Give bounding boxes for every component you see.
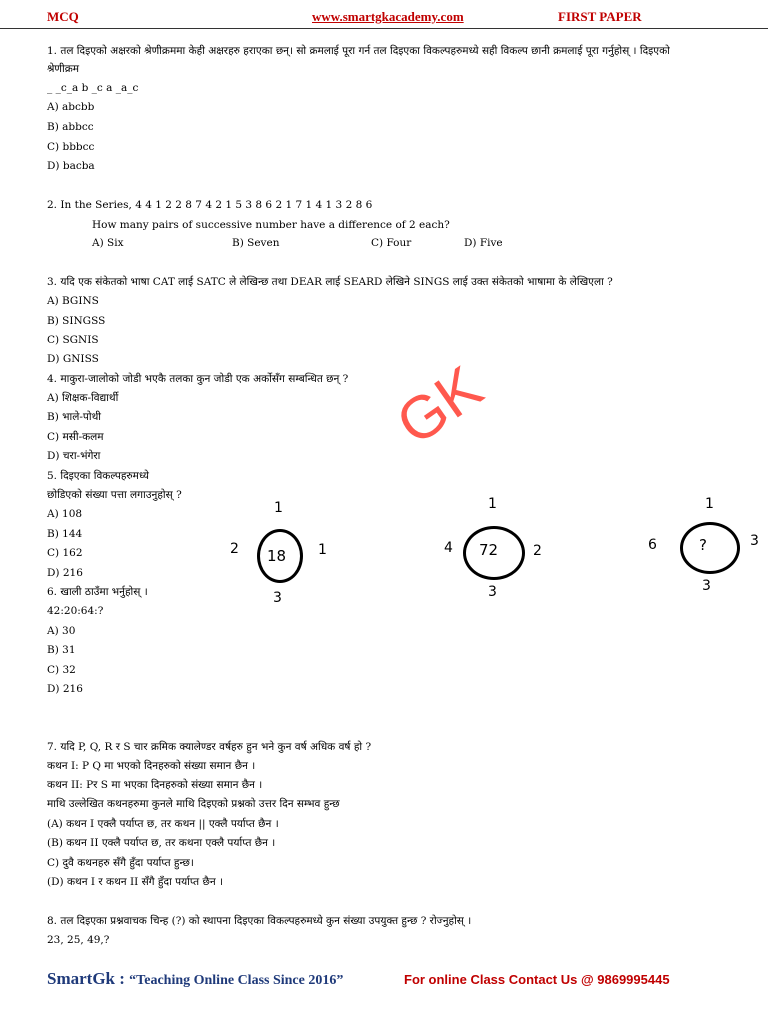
figure-2-right: 2 <box>533 543 542 559</box>
question-4-option-d: D) चरा-भंगेरा <box>47 450 101 462</box>
question-4-option-c: C) मसी-कलम <box>47 431 104 443</box>
figure-3-circle <box>680 522 740 574</box>
question-7-option-a: (A) कथन I एक्लै पर्याप्त छ, तर कथन || एक्लै पर्याप्त छैन । <box>47 818 279 830</box>
question-1-text: 1. तल दिइएको अक्षरको श्रेणीक्रममा केही अक्षरहरु हराएका छन्। सो क्रमलाई पूरा गर्न तल दिइएका विकल्पहरुमध्ये सही विकल्प छानी क्रमलाई पूरा गर्नुहोस् । दिइएको <box>47 45 670 57</box>
footer-contact: For online Class Contact Us @ 9869995445 <box>404 972 670 987</box>
header-label-paper: FIRST PAPER <box>558 9 642 24</box>
question-2-option-d: D) Five <box>464 237 503 249</box>
footer-brand <box>47 969 343 989</box>
question-1-option-b: B) abbcc <box>47 121 94 133</box>
figure-3-left: 6 <box>648 537 657 553</box>
footer-tagline: “Teaching Online Class Since 2016” <box>129 973 344 988</box>
figure-3-top: 1 <box>705 496 714 512</box>
header-label-mcq: MCQ <box>47 9 79 24</box>
header-website-link[interactable]: www.smartgkacademy.com <box>312 9 464 24</box>
figure-1-left: 2 <box>230 541 239 557</box>
question-5-option-a: A) 108 <box>47 508 83 520</box>
question-4-option-b: B) भाले-पोथी <box>47 411 102 423</box>
question-5-text-cont: छोडिएको संख्या पत्ता लगाउनुहोस् ? <box>47 489 182 501</box>
question-7-text: 7. यदि P, Q, R र S चार क्रमिक क्यालेण्डर वर्षहरु हुन भने कुन वर्ष अधिक वर्ष हो ? <box>47 741 372 753</box>
question-7-option-b: (B) कथन II एक्लै पर्याप्त छ, तर कथना एक्लै पर्याप्त छैन । <box>47 837 276 849</box>
figure-2-bottom: 3 <box>488 584 497 600</box>
question-2-option-b: B) Seven <box>232 237 280 249</box>
question-1-option-c: C) bbbcc <box>47 141 95 153</box>
question-5-option-c: C) 162 <box>47 547 83 559</box>
header-divider <box>0 28 768 29</box>
question-3-option-a: A) BGINS <box>47 295 99 307</box>
question-5-text: 5. दिइएका विकल्पहरुमध्ये <box>47 470 149 482</box>
figure-2-center: 72 <box>479 541 499 559</box>
question-7-option-c: C) दुवै कथनहरु सँगै हुँदा पर्याप्त हुन्छ। <box>47 857 194 869</box>
watermark-logo: GK <box>384 353 495 458</box>
question-3-option-c: C) SGNIS <box>47 334 99 346</box>
footer-brand-name: SmartGk : <box>47 969 130 988</box>
question-6-option-c: C) 32 <box>47 664 76 676</box>
question-4-option-a: A) शिक्षक-विद्यार्थी <box>47 392 119 404</box>
figure-1-right: 1 <box>318 542 327 558</box>
question-6-series: 42:20:64:? <box>47 605 104 617</box>
question-2-text: 2. In the Series, 4 4 1 2 2 8 7 4 2 1 5 3 8 6 2 1 7 1 4 1 3 2 8 6 <box>47 199 373 211</box>
question-4-text: 4. माकुरा-जालोको जोडी भएकै तलका कुन जोडी एक अर्कोसँग सम्बन्धित छन् ? <box>47 373 349 385</box>
question-7-option-d: (D) कथन I र कथन II सँगै हुँदा पर्याप्त छैन । <box>47 876 223 888</box>
question-7-statement-1: कथन I: P Q मा भएको दिनहरुको संख्या समान छैन । <box>47 760 256 772</box>
figure-1-top: 1 <box>274 500 283 516</box>
figure-3-bottom: 3 <box>702 578 711 594</box>
figure-2-left: 4 <box>444 540 453 556</box>
question-8-text: 8. तल दिइएका प्रश्नवाचक चिन्ह (?) को स्थापना दिइएका विकल्पहरुमध्ये कुन संख्या उपयुक्त हुन्छ ? रोज्नुहोस् । <box>47 915 472 927</box>
question-8-series: 23, 25, 49,? <box>47 934 110 946</box>
question-6-text: 6. खाली ठाउँमा भर्नुहोस् । <box>47 586 148 598</box>
figure-3-right: 3 <box>750 533 759 549</box>
question-3-text: 3. यदि एक संकेतको भाषा CAT लाई SATC ले लेखिन्छ तथा DEAR लाई SEARD लेखिने SINGS लाई उक्त संकेतको भाषामा के लेखिएला ? <box>47 276 613 288</box>
question-1-option-d: D) bacba <box>47 160 95 172</box>
question-1-text-cont: श्रेणीक्रम <box>47 63 80 75</box>
question-6-option-d: D) 216 <box>47 683 83 695</box>
question-5-option-d: D) 216 <box>47 567 83 579</box>
question-3-option-d: D) GNISS <box>47 353 99 365</box>
question-1-option-a: A) abcbb <box>47 101 95 113</box>
question-3-option-b: B) SINGSS <box>47 315 106 327</box>
question-2-option-c: C) Four <box>371 237 412 249</box>
figure-1-bottom: 3 <box>273 590 282 606</box>
question-6-option-b: B) 31 <box>47 644 76 656</box>
question-7-statement-3: माथि उल्लेखित कथनहरुमा कुनले माथि दिइएको प्रश्नको उत्तर दिन सम्भव हुन्छ <box>47 798 340 810</box>
question-2-subtext: How many pairs of successive number have a difference of 2 each? <box>92 219 450 231</box>
figure-2-top: 1 <box>488 496 497 512</box>
question-5-option-b: B) 144 <box>47 528 83 540</box>
figure-1-center: 18 <box>267 547 287 565</box>
question-6-option-a: A) 30 <box>47 625 76 637</box>
question-7-statement-2: कथन II: Pर S मा भएका दिनहरुको संख्या समान छैन । <box>47 779 263 791</box>
figure-3-center: ? <box>699 536 707 554</box>
question-1-series: _ _c_a b _c a _a_c <box>47 82 139 94</box>
question-2-option-a: A) Six <box>92 237 124 249</box>
